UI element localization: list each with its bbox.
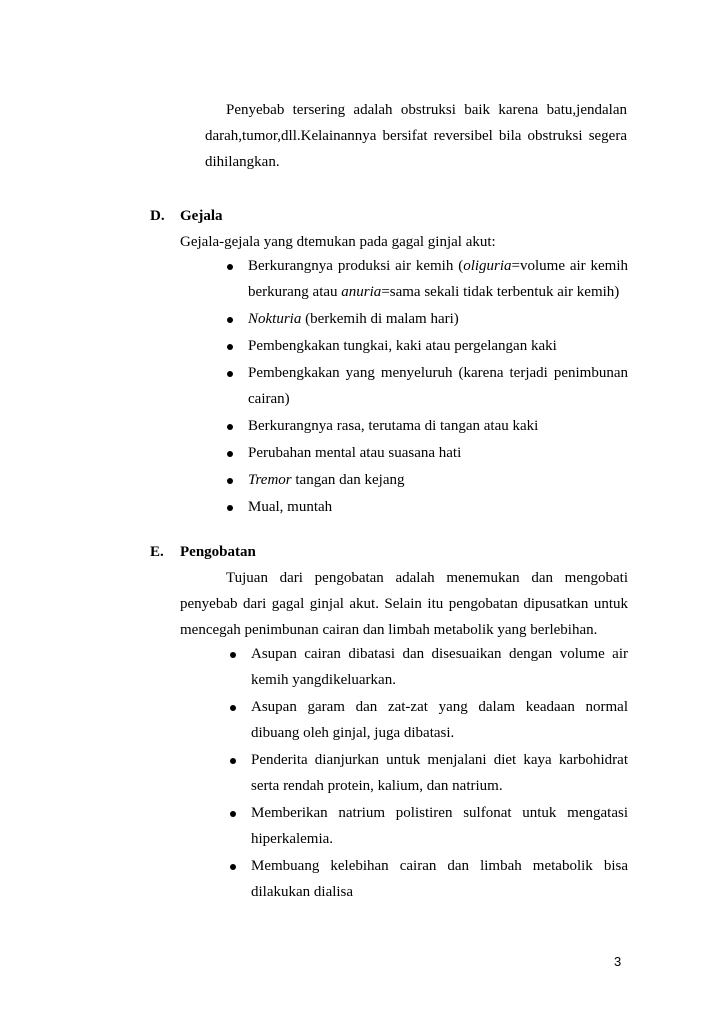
item-text: Asupan cairan dibatasi dan disesuaikan dengan volume air kemih yangdikeluarkan.: [251, 646, 628, 688]
item-text: (berkemih di malam hari): [301, 311, 459, 327]
section-d-letter: D.: [150, 208, 165, 224]
item-text: Perubahan mental atau suasana hati: [248, 445, 462, 461]
item-text: Penderita dianjurkan untuk menjalani diet kaya karbohidrat serta rendah protein, kalium, dan natrium.: [251, 752, 628, 794]
intro-paragraph: Penyebab tersering adalah obstruksi baik karena batu,jendalan darah,tumor,dll.Kelainannya bersifat reversibel bila obstruksi segera dihilangkan.: [205, 102, 627, 170]
item-emphasis: oliguria: [463, 258, 512, 274]
bullet-icon: [227, 344, 233, 350]
section-e-title: Pengobatan: [180, 544, 256, 560]
section-d-title: Gejala: [180, 208, 223, 224]
item-emphasis: Tremor: [248, 472, 292, 488]
bullet-icon: [230, 652, 236, 658]
item-emphasis: Nokturia: [248, 311, 302, 327]
symptom-list: [248, 253, 628, 521]
item-text: tangan dan kejang: [291, 472, 405, 488]
item-text: Pembengkakan yang menyeluruh (karena terjadi penimbunan cairan): [248, 365, 628, 407]
section-d-lead: Gejala-gejala yang dtemukan pada gagal ginjal akut:: [180, 234, 496, 250]
bullet-icon: [230, 705, 236, 711]
list-item: [251, 641, 628, 693]
list-item: [251, 800, 628, 852]
section-e-paragraph: Tujuan dari pengobatan adalah menemukan dan mengobati penyebab dari gagal ginjal akut. Selain itu pengobatan dipusatkan untuk mencegah penimbunan cairan dan limbah metabolik yang berlebihan.: [180, 570, 628, 638]
bullet-icon: [227, 505, 233, 511]
item-text: Asupan garam dan zat-zat yang dalam keadaan normal dibuang oleh ginjal, juga dibatasi.: [251, 699, 628, 741]
list-item: [248, 467, 628, 493]
bullet-icon: [230, 864, 236, 870]
treatment-list: [251, 641, 628, 905]
list-item: [248, 413, 628, 439]
section-d-heading: [150, 205, 223, 227]
list-item: [248, 306, 628, 332]
section-e-letter: E.: [150, 544, 164, 560]
section-e-heading: [150, 541, 256, 563]
bullet-icon: [230, 758, 236, 764]
bullet-icon: [227, 451, 233, 457]
list-item: [248, 440, 628, 466]
bullet-icon: [227, 264, 233, 270]
bullet-icon: [227, 317, 233, 323]
item-text: Membuang kelebihan cairan dan limbah metabolik bisa dilakukan dialisa: [251, 858, 628, 900]
item-text: =volume air kemih berkurang atau: [248, 258, 628, 300]
bullet-icon: [227, 424, 233, 430]
list-item: [251, 694, 628, 746]
item-text: =sama sekali tidak terbentuk air kemih): [381, 284, 620, 300]
item-text: Pembengkakan tungkai, kaki atau pergelangan kaki: [248, 338, 557, 354]
list-item: [248, 333, 628, 359]
page-number: 3: [614, 954, 622, 969]
list-item: [248, 494, 628, 520]
list-item: [251, 853, 628, 905]
list-item: [248, 360, 628, 412]
bullet-icon: [227, 478, 233, 484]
item-text: Memberikan natrium polistiren sulfonat untuk mengatasi hiperkalemia.: [251, 805, 628, 847]
list-item: [251, 747, 628, 799]
item-text: Mual, muntah: [248, 499, 333, 515]
item-emphasis: anuria: [341, 284, 382, 300]
bullet-icon: [230, 811, 236, 817]
item-text: Berkurangnya rasa, terutama di tangan atau kaki: [248, 418, 539, 434]
list-item: [248, 253, 628, 305]
item-text: Berkurangnya produksi air kemih (: [248, 258, 464, 274]
bullet-icon: [227, 371, 233, 377]
